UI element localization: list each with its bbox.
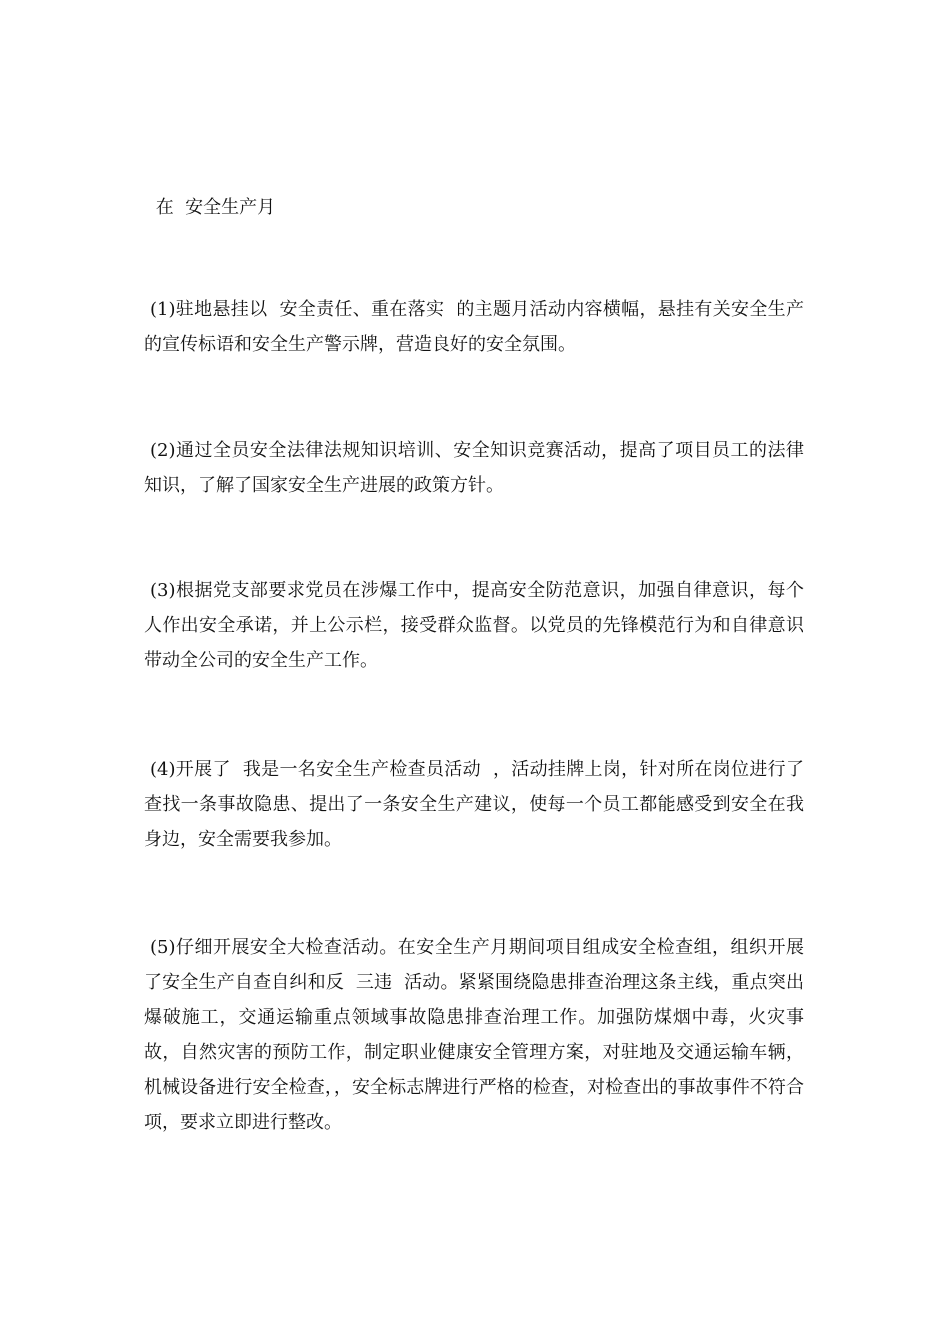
paragraph-4: (4)开展了 我是一名安全生产检查员活动 ，活动挂牌上岗，针对所在岗位进行了查找一条事故隐患、提出了一条安全生产建议，使每一个员工都能感受到安全在我身边，安全需要我参加。 (144, 759, 804, 850)
paragraph-1: (1)驻地悬挂以 安全责任、重在落实 的主题月活动内容横幅，悬挂有关安全生产的宣传标语和安全生产警示牌，营造良好的安全氛围。 (144, 299, 804, 355)
section-heading: 在 安全生产月 (150, 197, 276, 218)
paragraph-5: (5)仔细开展安全大检查活动。在安全生产月期间项目组成安全检查组，组织开展了安全生产自查自纠和反 三违 活动。紧紧围绕隐患排查治理这条主线，重点突出爆破施工，交通运输重点领域事故隐患排查治理工作。加强防煤烟中毒，火灾事故，自然灾害的预防工作，制定职业健康安全管理方案，对驻地及交通运输车辆，机械设备进行安全检查，，安全标志牌进行严格的检查，对检查出的事故事件不符合项，要求立即进行整改。 (144, 937, 804, 1133)
paragraph-2: (2)通过全员安全法律法规知识培训、安全知识竞赛活动，提高了项目员工的法律知识，了解了国家安全生产进展的政策方针。 (144, 440, 804, 496)
paragraph-3: (3)根据党支部要求党员在涉爆工作中，提高安全防范意识，加强自律意识，每个人作出安全承诺，并上公示栏，接受群众监督。以党员的先锋模范行为和自律意识带动全公司的安全生产工作。 (144, 580, 804, 671)
